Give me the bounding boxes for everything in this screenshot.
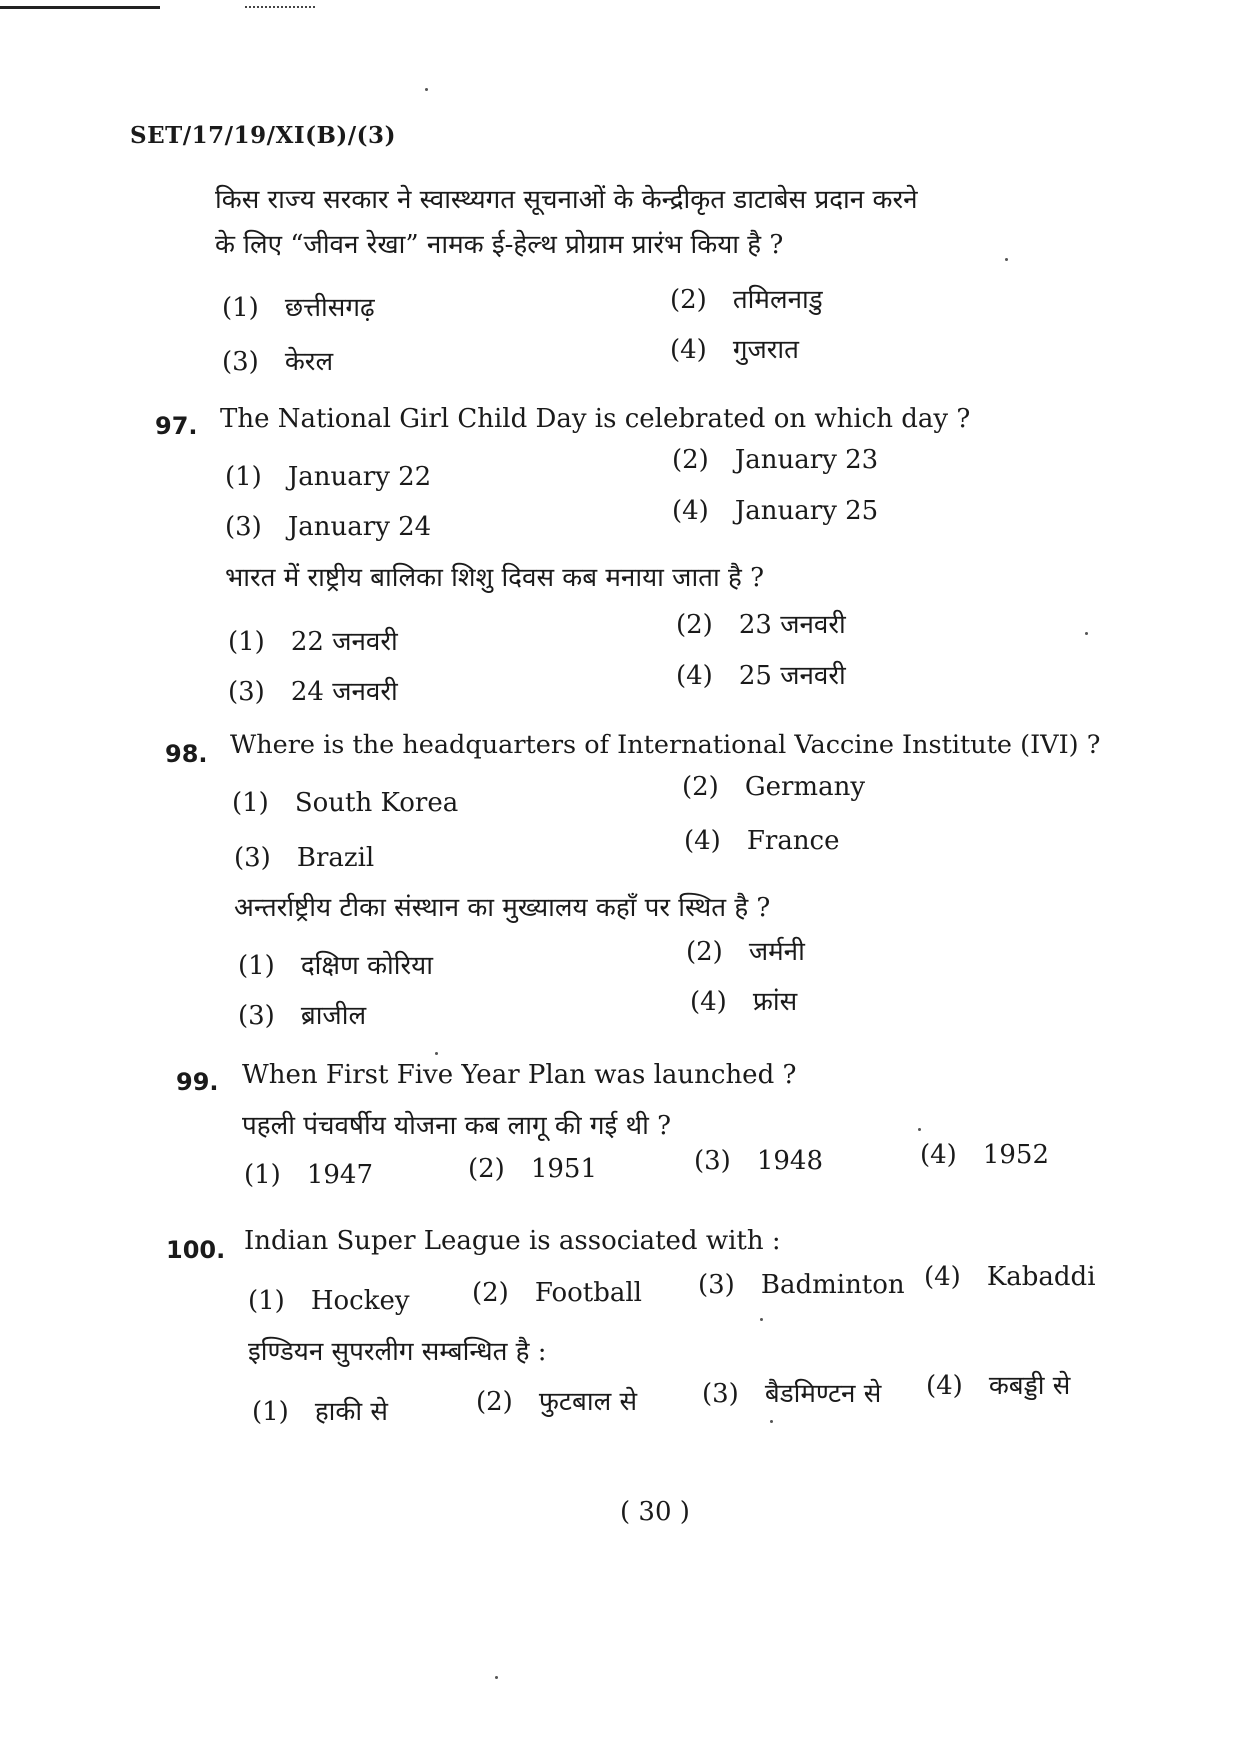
speck bbox=[918, 1128, 921, 1131]
q97-option-en-1: (1) January 22 bbox=[225, 462, 432, 492]
q97-text-en: The National Girl Child Day is celebrated on which day ? bbox=[220, 404, 971, 434]
q96-option-1: (1) छत्तीसगढ़ bbox=[222, 293, 375, 323]
q100-text-hi: इण्डियन सुपरलीग सम्बन्धित है : bbox=[248, 1337, 547, 1367]
q99-option-2: (2) 1951 bbox=[468, 1154, 598, 1184]
q97-option-hi-3: (3) 24 जनवरी bbox=[228, 677, 398, 707]
speck bbox=[425, 88, 428, 91]
q98-option-en-2: (2) Germany bbox=[682, 772, 866, 802]
q100-option-en-3: (3) Badminton bbox=[698, 1270, 905, 1300]
speck bbox=[435, 1052, 438, 1055]
q96-text-hi-line1: किस राज्य सरकार ने स्वास्थ्यगत सूचनाओं के केन्द्रीकृत डाटाबेस प्रदान करने bbox=[215, 185, 918, 215]
speck bbox=[760, 1318, 763, 1321]
q98-number: 98. bbox=[165, 740, 208, 768]
q96-text-hi-line2: के लिए “जीवन रेखा” नामक ई-हेल्थ प्रोग्राम प्रारंभ किया है ? bbox=[215, 230, 784, 260]
q99-text-en: When First Five Year Plan was launched ? bbox=[242, 1060, 797, 1090]
q97-text-hi: भारत में राष्ट्रीय बालिका शिशु दिवस कब मनाया जाता है ? bbox=[225, 563, 765, 593]
q100-option-en-1: (1) Hockey bbox=[248, 1286, 410, 1316]
q96-option-2: (2) तमिलनाडु bbox=[670, 285, 823, 315]
q100-option-hi-1: (1) हाकी से bbox=[252, 1397, 388, 1427]
speck bbox=[495, 1676, 498, 1679]
q97-option-hi-4: (4) 25 जनवरी bbox=[676, 661, 846, 691]
q100-option-hi-4: (4) कबड्डी से bbox=[926, 1371, 1071, 1401]
q98-text-hi: अन्तर्राष्ट्रीय टीका संस्थान का मुख्यालय कहाँ पर स्थित है ? bbox=[234, 893, 771, 923]
q96-option-3: (3) केरल bbox=[222, 347, 334, 377]
q100-number: 100. bbox=[166, 1236, 226, 1264]
top-rule bbox=[0, 6, 160, 9]
q97-option-hi-2: (2) 23 जनवरी bbox=[676, 610, 846, 640]
q100-text-en: Indian Super League is associated with : bbox=[244, 1226, 781, 1256]
q100-option-hi-2: (2) फुटबाल से bbox=[476, 1387, 638, 1417]
q98-option-en-4: (4) France bbox=[684, 826, 840, 856]
speck bbox=[1085, 632, 1088, 635]
q98-option-hi-3: (3) ब्राजील bbox=[238, 1001, 367, 1031]
q96-option-4: (4) गुजरात bbox=[670, 335, 799, 365]
q99-option-1: (1) 1947 bbox=[244, 1160, 374, 1190]
q98-text-en: Where is the headquarters of International Vaccine Institute (IVI) ? bbox=[230, 730, 1101, 760]
page-number: ( 30 ) bbox=[620, 1497, 690, 1527]
q99-option-3: (3) 1948 bbox=[694, 1146, 824, 1176]
q97-option-en-3: (3) January 24 bbox=[225, 512, 432, 542]
q97-number: 97. bbox=[155, 412, 198, 440]
q97-option-en-4: (4) January 25 bbox=[672, 496, 879, 526]
q97-option-en-2: (2) January 23 bbox=[672, 445, 879, 475]
speck bbox=[1005, 258, 1008, 261]
q97-option-hi-1: (1) 22 जनवरी bbox=[228, 627, 398, 657]
top-mark bbox=[245, 0, 315, 8]
q99-option-4: (4) 1952 bbox=[920, 1140, 1050, 1170]
q98-option-hi-2: (2) जर्मनी bbox=[686, 937, 805, 967]
speck bbox=[770, 1420, 773, 1423]
q98-option-en-3: (3) Brazil bbox=[234, 843, 375, 873]
set-code: SET/17/19/XI(B)/(3) bbox=[130, 122, 396, 149]
q99-number: 99. bbox=[176, 1068, 219, 1096]
q98-option-en-1: (1) South Korea bbox=[232, 788, 459, 818]
q99-text-hi: पहली पंचवर्षीय योजना कब लागू की गई थी ? bbox=[242, 1111, 672, 1141]
q100-option-hi-3: (3) बैडमिण्टन से bbox=[702, 1379, 882, 1409]
q98-option-hi-1: (1) दक्षिण कोरिया bbox=[238, 951, 433, 981]
q100-option-en-2: (2) Football bbox=[472, 1278, 642, 1308]
q100-option-en-4: (4) Kabaddi bbox=[924, 1262, 1096, 1292]
q98-option-hi-4: (4) फ्रांस bbox=[690, 987, 798, 1017]
